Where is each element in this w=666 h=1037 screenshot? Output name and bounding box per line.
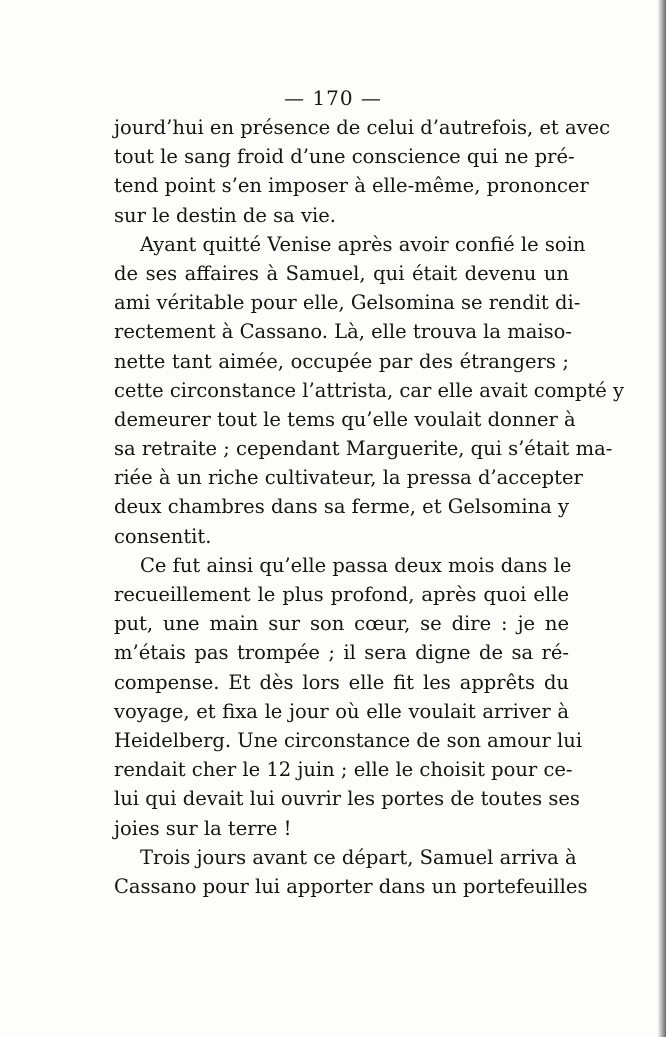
text-line: rectement à Cassano. Là, elle trouva la maiso- — [114, 320, 572, 344]
text-line: jourd’hui en présence de celui d’autrefois, et avec — [114, 116, 611, 139]
text-line: lui qui devait lui ouvrir les portes de toutes ses — [114, 787, 580, 811]
text-line: m’étais pas trompée ; il sera digne de sa ré- — [114, 641, 569, 665]
text-line: compense. Et dès lors elle fit les apprêts du — [114, 670, 569, 694]
paragraph — [114, 230, 624, 551]
text-line: sur le destin de sa vie. — [114, 203, 336, 227]
paragraph — [114, 551, 583, 843]
text-line: ami véritable pour elle, Gelsomina se rendit di- — [114, 291, 581, 315]
text-line: sa retraite ; cependant Marguerite, qui s’était ma- — [114, 437, 613, 461]
text-line: Trois jours avant ce départ, Samuel arriva à — [140, 845, 577, 869]
text-line: tout le sang froid d’une conscience qui ne pré- — [114, 145, 575, 169]
text-line: nette tant aimée, occupée par des étrangers ; — [114, 349, 569, 373]
page-number: — 170 — — [284, 86, 382, 110]
page-edge-shadow — [658, 0, 666, 1037]
text-line: consentit. — [114, 524, 212, 548]
text-line: joies sur la terre ! — [114, 816, 292, 840]
text-line: recueillement le plus profond, après quoi elle — [114, 583, 569, 606]
text-line: de ses affaires à Samuel, qui était devenu un — [114, 261, 569, 285]
text-line: Cassano pour lui apporter dans un portefeuilles — [114, 874, 588, 898]
text-line: put, une main sur son cœur, se dire : je ne — [114, 612, 569, 636]
text-line: voyage, et fixa le jour où elle voulait arriver à — [114, 699, 569, 723]
text-line: Heidelberg. Une circonstance de son amour lui — [114, 728, 583, 752]
text-line: deux chambres dans sa ferme, et Gelsomina y — [114, 495, 569, 519]
text-line: cette circonstance l’attrista, car elle avait compté y — [114, 378, 624, 402]
text-line: Ayant quitté Venise après avoir confié le soin — [140, 232, 586, 256]
paragraph — [114, 113, 611, 230]
text-line: Ce fut ainsi qu’elle passa deux mois dans le — [140, 553, 572, 577]
paragraph — [114, 843, 588, 901]
text-line: riée à un riche cultivateur, la pressa d’accepter — [114, 466, 583, 490]
text-line: tend point s’en imposer à elle-même, prononcer — [114, 174, 589, 198]
text-line: demeurer tout le tems qu’elle voulait donner à — [114, 407, 576, 431]
text-line: rendait cher le 12 juin ; elle le choisit pour ce- — [114, 758, 573, 782]
page-body-text — [114, 113, 624, 901]
